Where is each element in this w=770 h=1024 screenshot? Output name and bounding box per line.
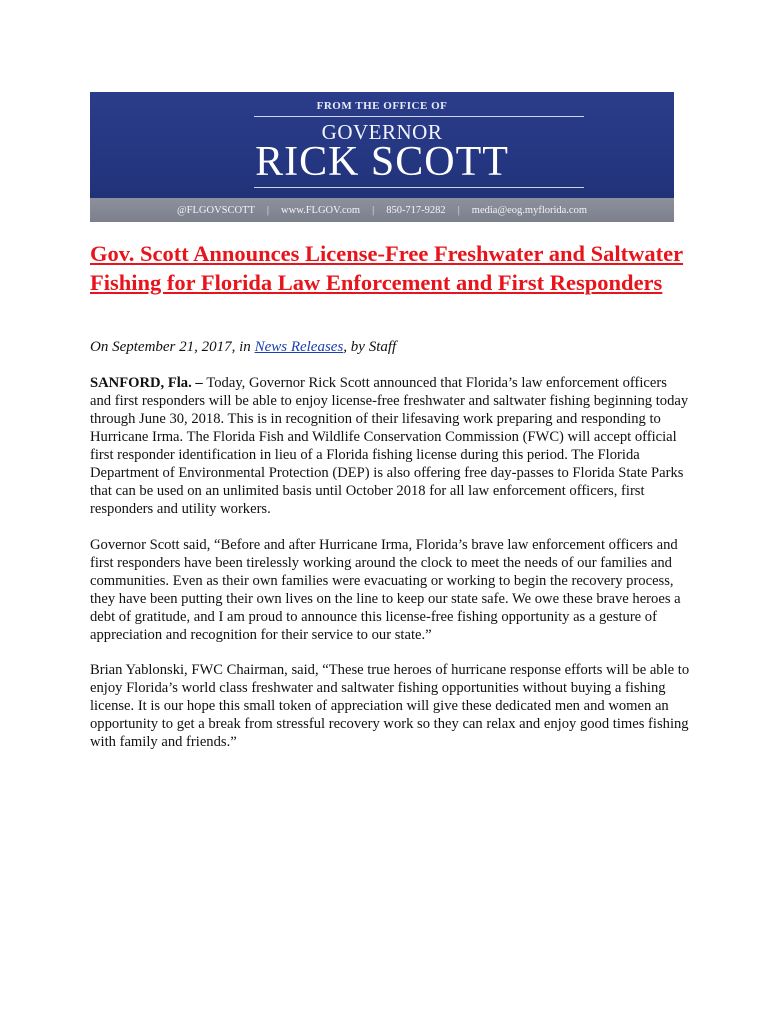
article-paragraph: Brian Yablonski, FWC Chairman, said, “These true heroes of hurricane response efforts will be able to enjoy Florida’s world class freshwater and saltwater fishing opportunities without buying a fishing license. It is our hope this small token of appreciation will give these dedicated men and women an opportunity to get a break from stressful recovery work so they can relax and enjoy good times fishing with family and friends.” (90, 662, 690, 750)
banner-top-rule (254, 116, 584, 117)
banner-name: RICK SCOTT (255, 139, 509, 185)
dateline: SANFORD, Fla. – (90, 375, 207, 391)
banner-separator: | (372, 204, 375, 216)
banner-email: media@eog.myflorida.com (471, 204, 588, 216)
byline-prefix: On September 21, 2017, in (90, 339, 255, 355)
banner-bottom-rule (254, 187, 584, 188)
banner-title: GOVERNOR (321, 120, 443, 144)
banner-from-label: FROM THE OFFICE OF (316, 100, 448, 112)
category-link[interactable]: News Releases (254, 339, 344, 355)
article-paragraph: Governor Scott said, “Before and after Hurricane Irma, Florida’s brave law enforcement officers and first responders have been tirelessly working around the clock to meet the needs of our families and communities. Even as their own families were evacuating or working to begin the recovery process, they have been putting their own lives on the line to keep our state safe. We owe these brave heroes a debt of gratitude, and I am proud to announce this license-free fishing opportunity as a gesture of appreciation and recognition for their service to our state.” (90, 537, 681, 643)
governor-banner (90, 92, 674, 222)
banner-phone: 850-717-9282 (386, 204, 446, 216)
banner-separator: | (266, 204, 270, 216)
banner-website: www.FLGOV.com (281, 204, 361, 216)
article-headline[interactable]: Gov. Scott Announces License-Free Freshwater and Saltwater Fishing for Florida Law Enforcement and First Responders (90, 241, 684, 295)
banner-contact-bar (90, 198, 674, 222)
article-byline (90, 337, 690, 357)
paragraph-text: Today, Governor Rick Scott announced that Florida’s law enforcement officers and first responders will be able to enjoy license-free freshwater and saltwater fishing beginning today through June 30, 2018. This is in recognition of their lifesaving work preparing and responding to Hurricane Irma. The Florida Fish and Wildlife Conservation Commission (FWC) will accept official first responder identification in lieu of a Florida fishing license during this period. The Florida Department of Environmental Protection (DEP) is also offering free day-passes to Florida State Parks that can be used on an unlimited basis until October 2018 for all law enforcement officers, first responders and utility workers. (90, 375, 689, 517)
article-paragraph (90, 374, 690, 518)
banner-separator: | (457, 204, 460, 216)
byline-suffix: , by Staff (343, 339, 397, 355)
banner-twitter-handle: @FLGOVSCOTT (176, 204, 255, 216)
